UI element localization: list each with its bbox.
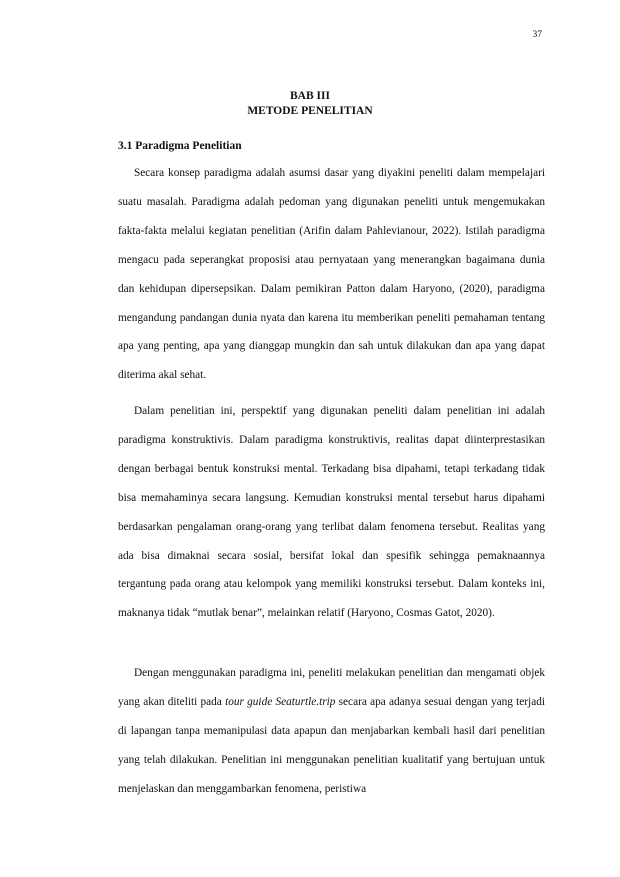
page-number: 37 — [532, 30, 542, 40]
chapter-label: BAB III — [290, 90, 330, 102]
chapter-heading — [0, 89, 620, 119]
paragraph-3-block — [118, 659, 545, 804]
paragraph-2-block — [118, 397, 545, 628]
section-heading: 3.1 Paradigma Penelitian — [118, 140, 242, 152]
chapter-title: METODE PENELITIAN — [247, 105, 373, 117]
paragraph: Dalam penelitian ini, perspektif yang digunakan peneliti dalam penelitian ini adalah paradigma konstruktivis. Dalam paradigma konstruktivis, realitas dapat diinterprestasikan dengan berbagai bentuk konstruksi mental. Terkadang bisa dipahami, tetapi terkadang tidak bisa memahaminya secara langsung. Kemudian konstruksi mental tersebut harus dipahami berdasarkan pengalaman orang-orang yang terlibat dalam fenomena tersebut. Realitas yang ada bisa dimaknai secara sosial, bersifat lokal dan spesifik sehingga pemaknaannya tergantung pada orang atau kelompok yang memiliki konstruksi tersebut. Dalam konteks ini, maknanya tidak “mutlak benar”, melainkan relatif (Haryono, Cosmas Gatot, 2020). — [118, 405, 545, 620]
paragraph-1-block — [118, 159, 545, 390]
paragraph: Secara konsep paradigma adalah asumsi dasar yang diyakini peneliti dalam mempelajari suatu masalah. Paradigma adalah pedoman yang digunakan peneliti untuk mengemukakan fakta-fakta melalui kegiatan penelitian (Arifin dalam Pahlevianour, 2022). Istilah paradigma mengacu pada seperangkat proposisi atau pernyataan yang menerangkan bagaimana dunia dan kehidupan dipersepsikan. Dalam pemikiran Patton dalam Haryono, (2020), paradigma mengandung pandangan dunia nyata dan karena itu memberikan peneliti pemahaman tentang apa yang penting, apa yang dianggap mungkin dan sah untuk dilakukan dan apa yang dapat diterima akal sehat. — [118, 167, 545, 382]
paragraph — [118, 659, 545, 804]
paragraph-text: secara apa adanya sesuai dengan yang terjadi di lapangan tanpa memanipulasi data apapun dan menjabarkan kembali hasil dari penelitian yang telah dilakukan. Penelitian ini menggunakan penelitian kualitatif yang bertujuan untuk menjelaskan dan menggambarkan fenomena, peristiwa — [118, 695, 545, 795]
paragraph-text: Dengan menggunakan paradigma ini, peneliti melakukan penelitian dan mengamati objek yang akan diteliti pada — [118, 667, 545, 708]
emphasized-text: tour guide Seaturtle.trip — [225, 695, 336, 708]
